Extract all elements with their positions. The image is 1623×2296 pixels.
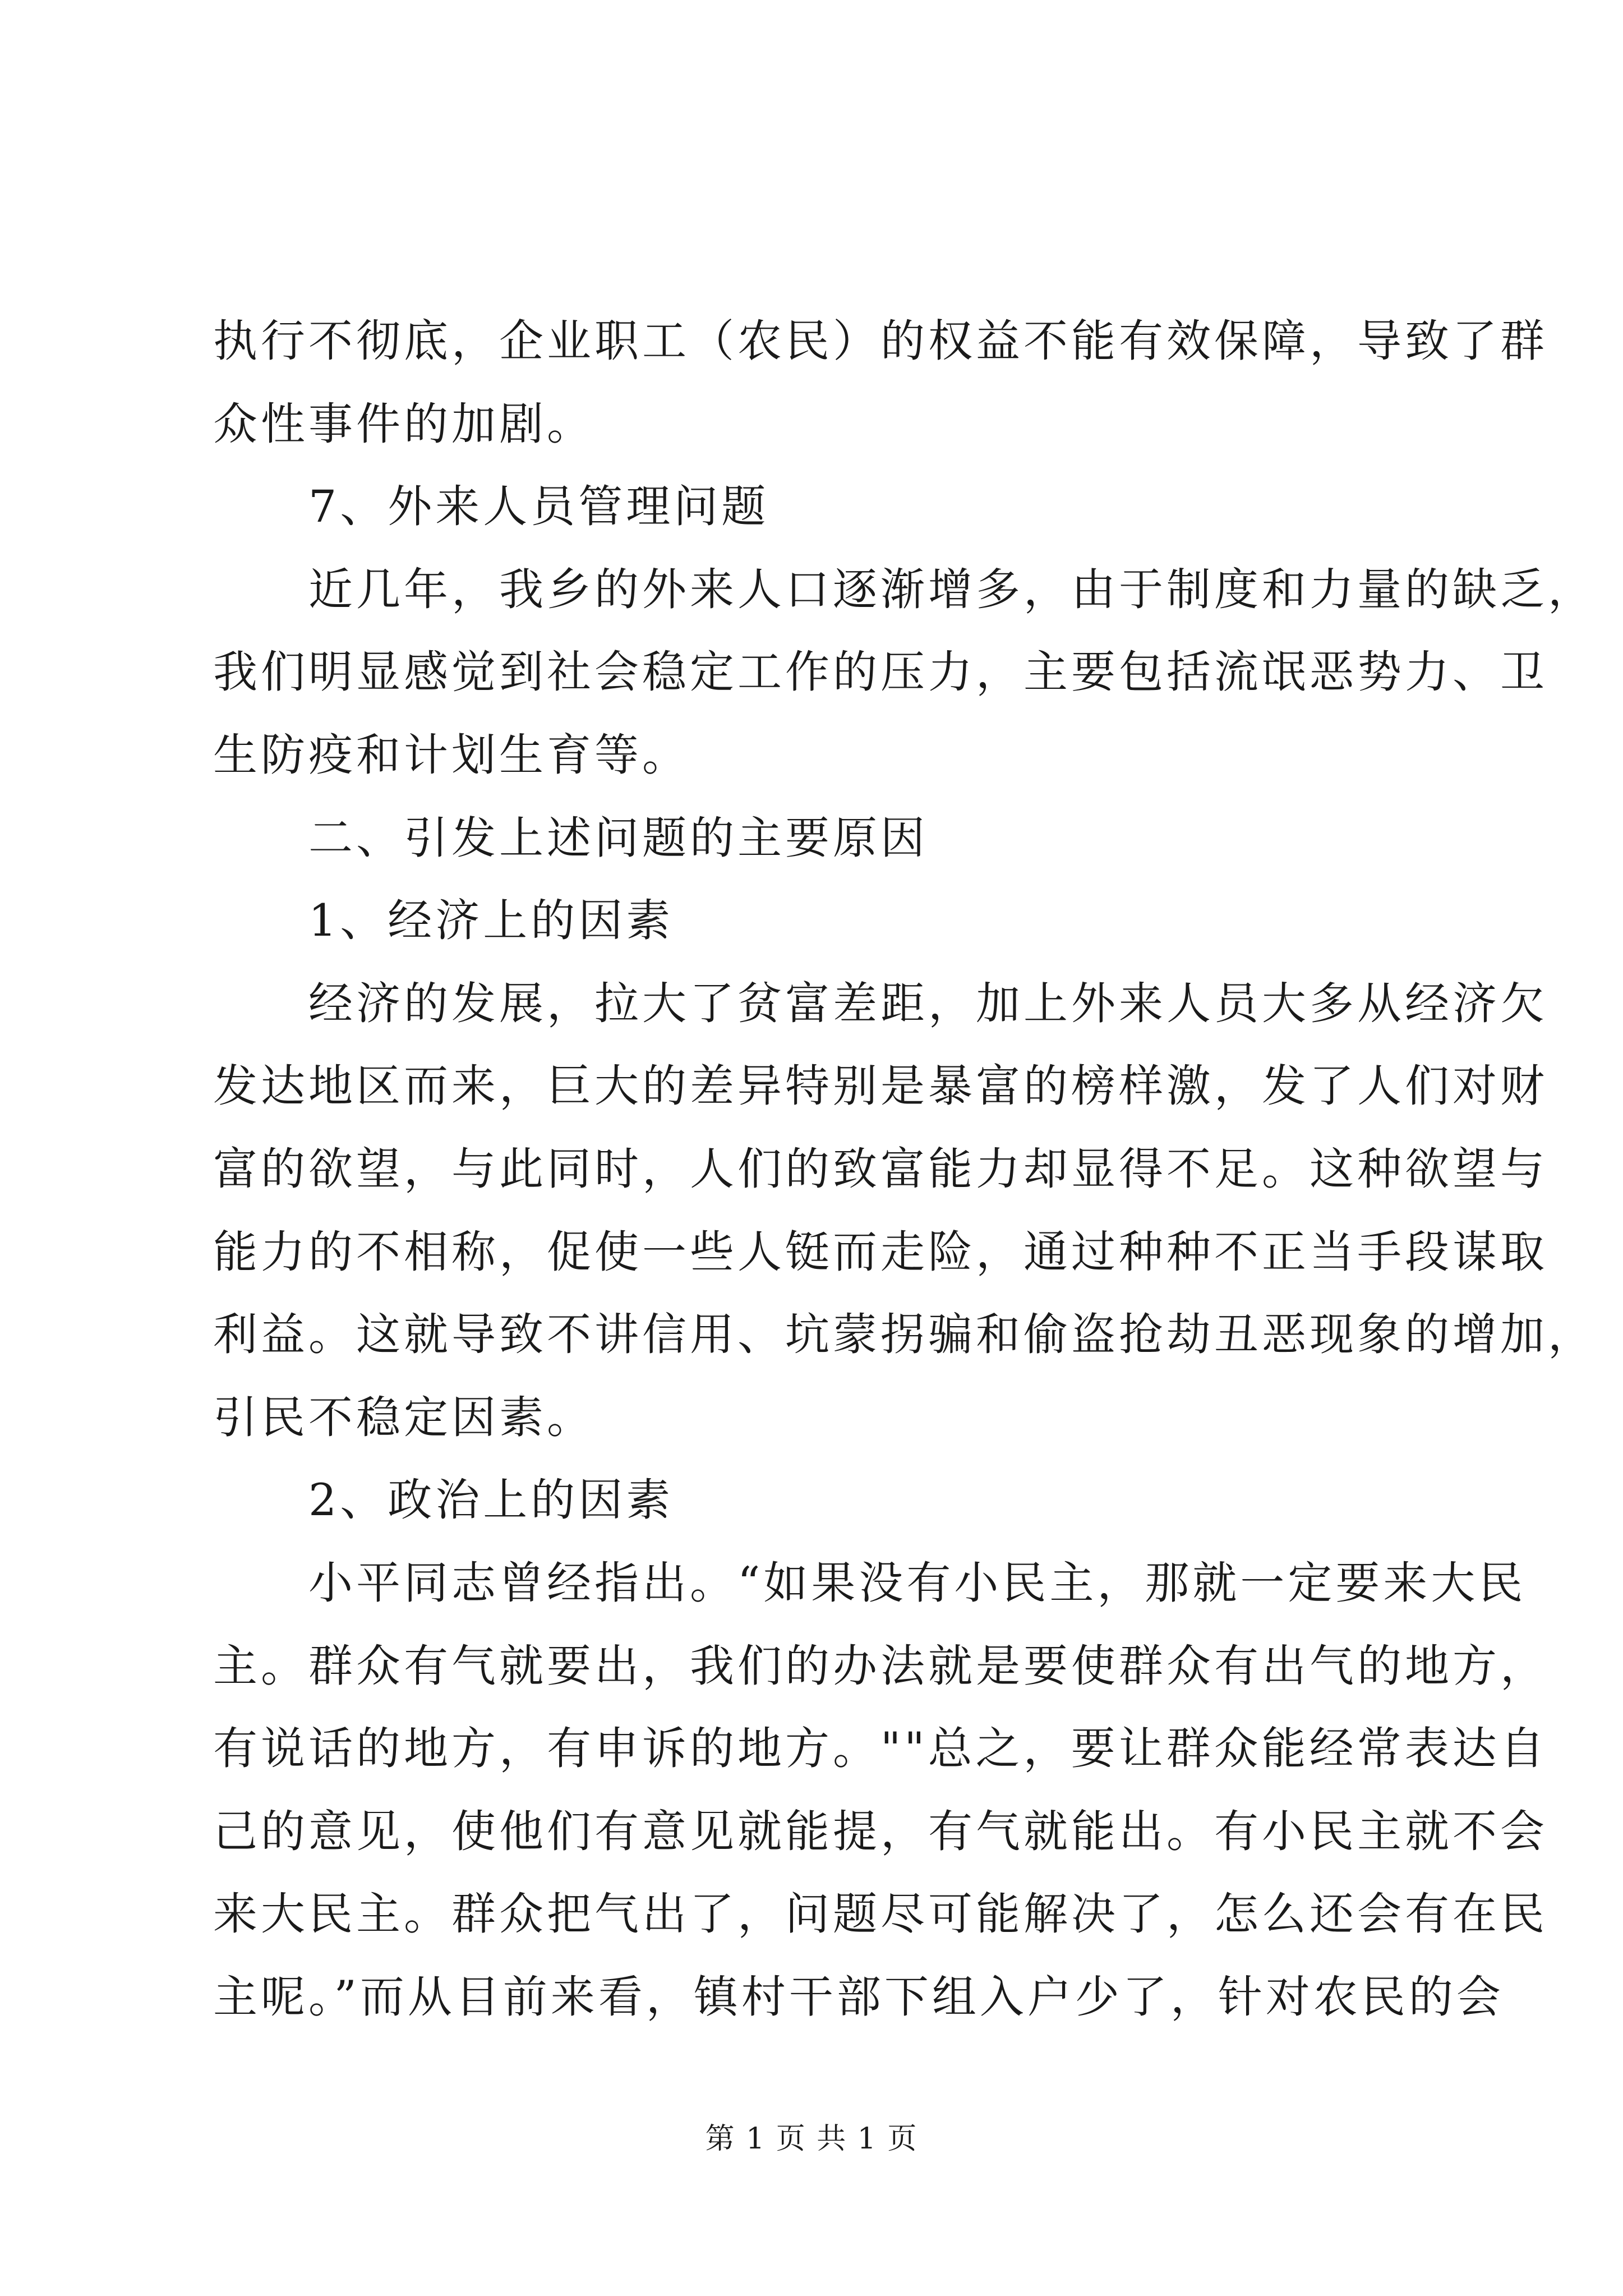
body-line: 能力的不相称，促使一些人铤而走险，通过种种不正当手段谋取 <box>213 1226 1548 1278</box>
body-line: 富的欲望，与此同时，人们的致富能力却显得不足。这种欲望与 <box>213 1143 1548 1195</box>
body-line: 众性事件的加剧。 <box>213 398 594 450</box>
section-heading: 1、经济上的因素 <box>308 895 674 947</box>
body-line: 主呢。”而从目前来看，镇村干部下组入户少了，针对农民的会 <box>213 1971 1504 2023</box>
body-line: 发达地区而来，巨大的差异特别是暴富的榜样激，发了人们对财 <box>213 1060 1548 1112</box>
section-heading: 7、外来人员管理问题 <box>308 481 769 533</box>
body-line: 执行不彻底，企业职工（农民）的权益不能有效保障，导致了群 <box>213 315 1548 367</box>
page-footer: 第 1 页 共 1 页 <box>705 2122 918 2156</box>
body-line: 我们明显感觉到社会稳定工作的压力，主要包括流氓恶势力、卫 <box>213 646 1548 698</box>
body-line: 己的意见，使他们有意见就能提，有气就能出。有小民主就不会 <box>213 1805 1548 1857</box>
body-line: 经济的发展，拉大了贫富差距，加上外来人员大多从经济欠 <box>308 977 1548 1029</box>
section-heading: 二、引发上述问题的主要原因 <box>308 812 928 864</box>
body-line: 来大民主。群众把气出了，问题尽可能解决了，怎么还会有在民 <box>213 1888 1548 1940</box>
body-line: 利益。这就导致不讲信用、坑蒙拐骗和偷盗抢劫丑恶现象的增加， <box>213 1309 1596 1361</box>
body-line: 有说话的地方，有申诉的地方。""总之，要让群众能经常表达自 <box>213 1723 1548 1775</box>
document-body <box>213 300 1596 2039</box>
body-line: 生防疫和计划生育等。 <box>213 729 690 781</box>
body-line: 引民不稳定因素。 <box>213 1391 594 1443</box>
section-heading: 2、政治上的因素 <box>308 1474 674 1526</box>
body-line: 近几年，我乡的外来人口逐渐增多，由于制度和力量的缺乏， <box>308 563 1596 615</box>
body-line: 主。群众有气就要出，我们的办法就是要使群众有出气的地方， <box>213 1640 1548 1692</box>
body-line: 小平同志曾经指出。“如果没有小民主，那就一定要来大民 <box>308 1557 1527 1609</box>
